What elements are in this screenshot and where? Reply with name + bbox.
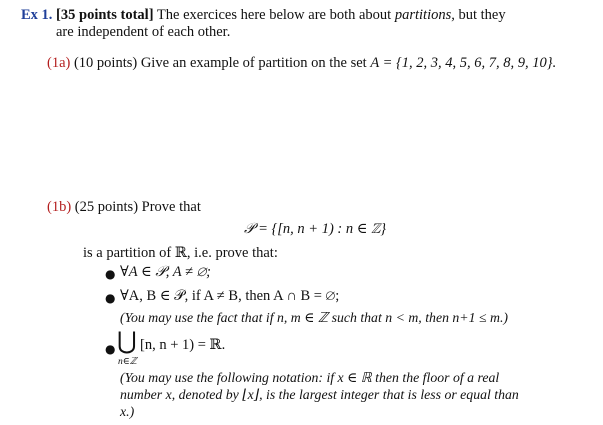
exercise-heading xyxy=(21,7,506,24)
hint-3-line1: (You may use the following notation: if x ∈ ℝ then the floor of a real xyxy=(120,370,500,385)
hint-2: (You may use the fact that if n, m ∈ ℤ such that n < m, then n+1 ≤ m.) xyxy=(120,310,508,325)
item-3: [n, n + 1) = ℝ. xyxy=(140,337,226,353)
question-1a xyxy=(47,55,556,72)
partition-statement: is a partition of ℝ, i.e. prove that: xyxy=(83,245,278,261)
union-symbol: ⋃ xyxy=(117,329,137,355)
item-1: ∀A ∈ 𝒫, A ≠ ∅; xyxy=(120,264,212,280)
question-1b-label: (1b) xyxy=(47,199,72,215)
item-2: ∀A, B ∈ 𝒫, if A ≠ B, then A ∩ B = ∅; xyxy=(120,288,340,304)
bullet-2: ● xyxy=(105,291,116,305)
question-1a-math: A = {1, 2, 3, 4, 5, 6, 7, 8, 9, 10}. xyxy=(370,55,557,71)
question-1b-text: (25 points) Prove that xyxy=(74,199,201,215)
display-formula: 𝒫 = {[n, n + 1) : n ∈ ℤ} xyxy=(244,221,387,237)
question-1a-text: (10 points) Give an example of partition on the set xyxy=(73,55,367,71)
exercise-number: Ex 1. xyxy=(21,7,53,23)
bullet-1: ● xyxy=(105,267,116,281)
exercise-intro-end: but they xyxy=(458,7,506,23)
question-1b xyxy=(47,199,201,216)
bullet-3: ● xyxy=(105,342,116,356)
union-subscript: n∈ℤ xyxy=(118,357,137,367)
exercise-points: [35 points total] xyxy=(56,7,154,23)
hint-3-line3: x.) xyxy=(120,404,135,419)
hint-3-line2: number x, denoted by ⌊x⌋, is the largest integer that is less or equal than xyxy=(120,387,519,402)
exercise-intro: The exercices here below are both about xyxy=(156,7,392,23)
question-1a-label: (1a) xyxy=(47,55,71,71)
exercise-intro-line2: are independent of each other. xyxy=(56,24,231,40)
exercise-partitions-word: partitions, xyxy=(394,7,455,23)
